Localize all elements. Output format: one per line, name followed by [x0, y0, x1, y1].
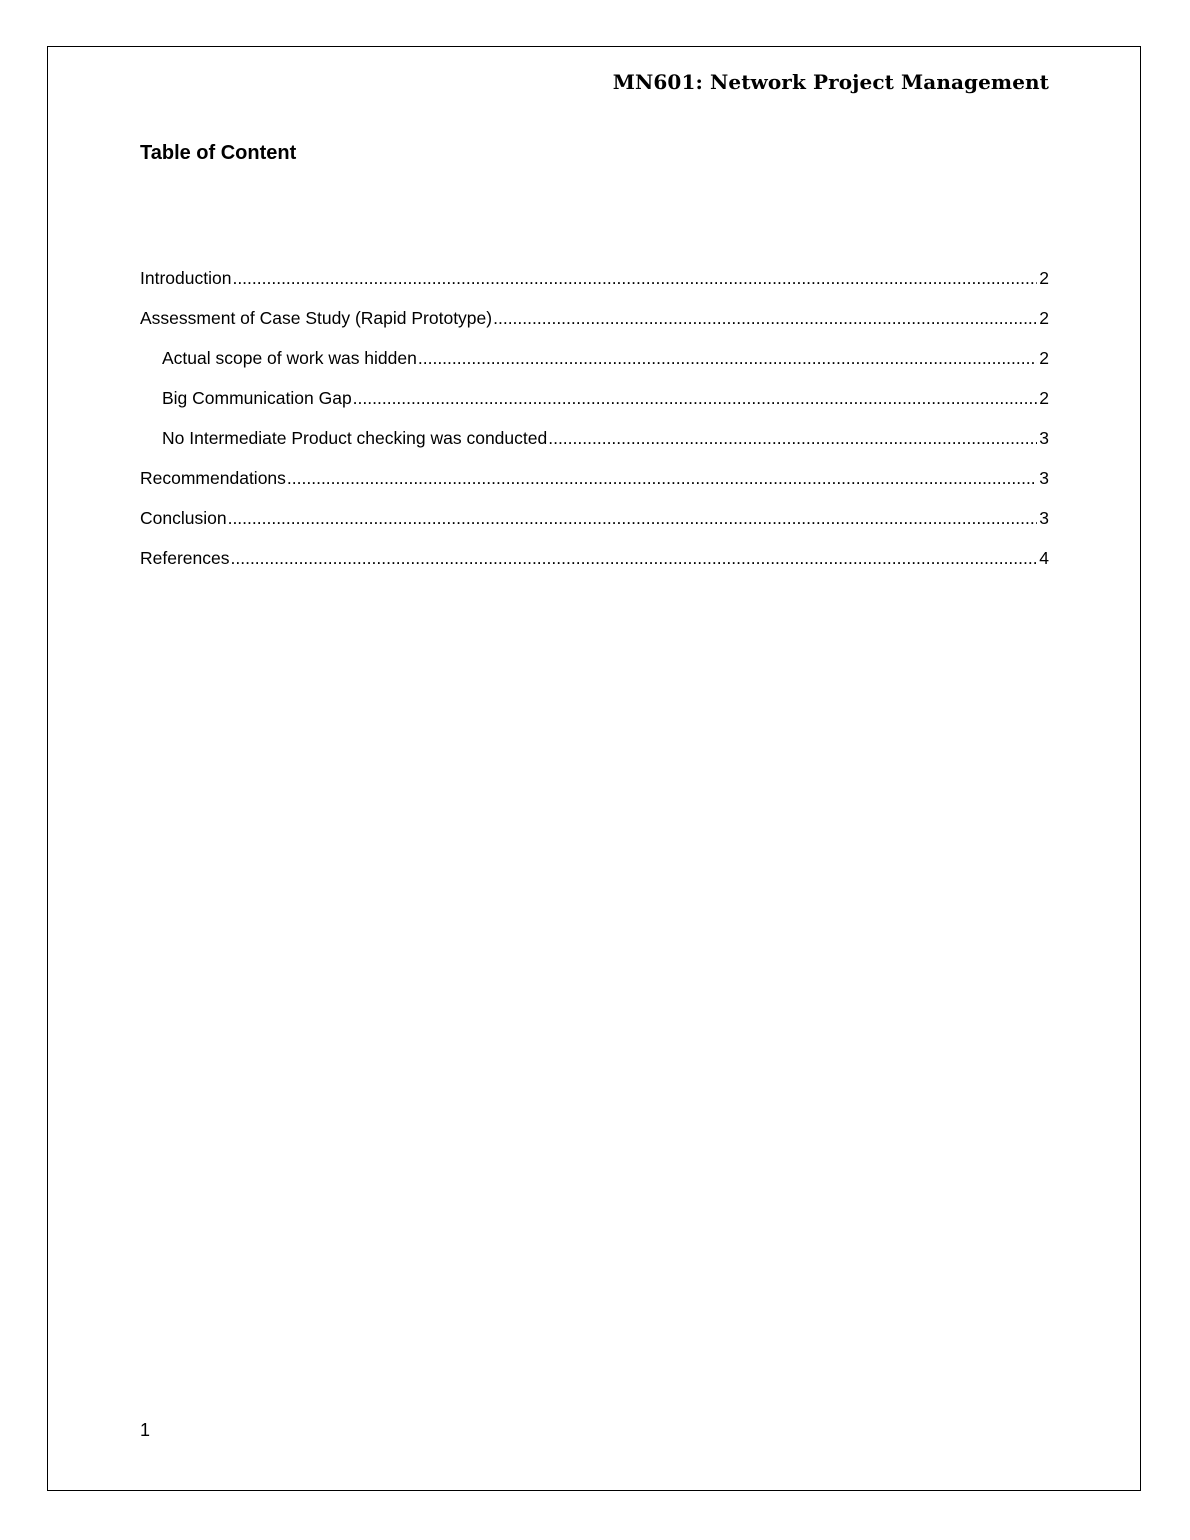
- document-header-title: MN601: Network Project Management: [612, 70, 1049, 94]
- toc-entry-page: 2: [1039, 388, 1049, 408]
- toc-dot-leader: [353, 382, 1038, 414]
- toc-entry-page: 2: [1039, 308, 1049, 328]
- toc-entry-label: Recommendations: [140, 468, 286, 488]
- toc-dot-leader: [287, 462, 1037, 494]
- page-number: 1: [140, 1420, 151, 1440]
- toc-entry-page: 3: [1039, 428, 1049, 448]
- toc-dot-leader: [232, 262, 1037, 294]
- toc-entry-product-checking[interactable]: [140, 422, 1049, 462]
- toc-entry-page: 3: [1039, 508, 1049, 528]
- toc-dot-leader: [228, 502, 1038, 534]
- toc-entry-label: Introduction: [140, 268, 232, 288]
- toc-entry-label: Actual scope of work was hidden: [162, 348, 417, 368]
- toc-entry-page: 3: [1039, 468, 1049, 488]
- toc-entry-label: Conclusion: [140, 508, 227, 528]
- toc-dot-leader: [548, 422, 1037, 454]
- toc-entry-page: 4: [1039, 548, 1049, 568]
- toc-dot-leader: [418, 342, 1037, 374]
- toc-entry-communication-gap[interactable]: [140, 382, 1049, 422]
- toc-list: [140, 262, 1049, 582]
- toc-entry-references[interactable]: [140, 542, 1049, 582]
- toc-entry-introduction[interactable]: [140, 262, 1049, 302]
- toc-heading: Table of Content: [140, 142, 297, 164]
- toc-entry-assessment[interactable]: [140, 302, 1049, 342]
- toc-entry-conclusion[interactable]: [140, 502, 1049, 542]
- toc-entry-page: 2: [1039, 348, 1049, 368]
- toc-entry-label: References: [140, 548, 230, 568]
- toc-entry-recommendations[interactable]: [140, 462, 1049, 502]
- toc-dot-leader: [493, 302, 1037, 334]
- toc-dot-leader: [231, 542, 1038, 574]
- toc-entry-label: No Intermediate Product checking was conducted: [162, 428, 548, 448]
- toc-entry-actual-scope[interactable]: [140, 342, 1049, 382]
- toc-entry-page: 2: [1039, 268, 1049, 288]
- toc-entry-label: Big Communication Gap: [162, 388, 352, 408]
- toc-entry-label: Assessment of Case Study (Rapid Prototype): [140, 308, 493, 328]
